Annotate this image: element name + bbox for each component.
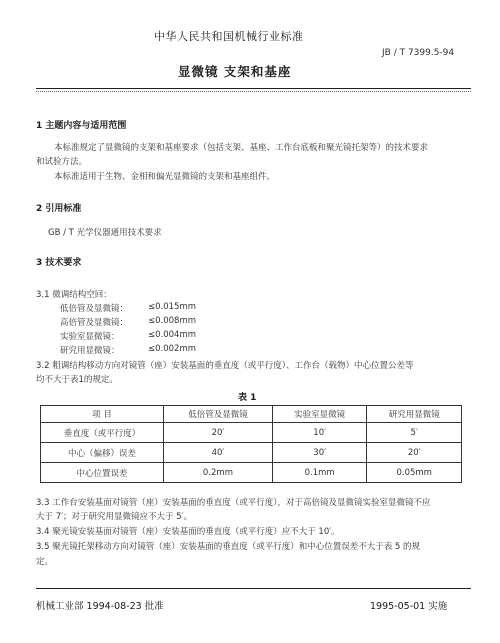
item-label: 实验室显微镜： — [60, 332, 120, 342]
header-rule — [36, 88, 471, 89]
section-1-paragraph: 和试验方法。 — [36, 157, 88, 167]
table-cell: 中心位置误差 — [41, 463, 164, 483]
item-label: 研究用显微镜： — [60, 346, 120, 356]
clause-3-2-cont: 均不大于表1的规定。 — [36, 375, 118, 385]
clause-3-5: 3.5 聚光镜托架移动方向对镜管（座）安装基面的垂直度（或平行度）和中心位置误差不大于表 5 的规 — [36, 542, 421, 552]
table-caption: 表 1 — [238, 393, 257, 403]
table-header-cell: 低倍管及显微镜 — [164, 406, 273, 423]
section-1-paragraph: 本标准规定了显微镜的支架和基座要求（包括支架、基座、工作台底板和聚光镜托架等）的技术要求 — [54, 143, 429, 153]
item-value: ≤0.002mm — [148, 344, 197, 354]
table-header-cell: 研究用显微镜 — [367, 406, 462, 423]
document-title: 显微镜 支架和基座 — [178, 64, 292, 79]
table-row — [41, 443, 462, 463]
section-1-heading: 1 主题内容与适用范围 — [36, 121, 127, 131]
section-2-paragraph: GB / T 光学仪器通用技术要求 — [48, 228, 162, 238]
table-cell: 5′ — [367, 423, 462, 443]
item-label: 低倍管及显微镜： — [60, 304, 129, 314]
table-cell: 0.05mm — [367, 463, 462, 483]
table-header-row — [41, 406, 462, 423]
table-cell: 40′ — [164, 443, 273, 463]
table-cell: 中心（偏移）误差 — [41, 443, 164, 463]
table-cell: 0.1mm — [272, 463, 367, 483]
table-header-cell: 项 目 — [41, 406, 164, 423]
approval-date: 机械工业部 1994-08-23 批准 — [36, 601, 164, 612]
org-title: 中华人民共和国机械行业标准 — [154, 30, 304, 43]
clause-3-3: 3.3 工作台安装基面对镜管（座）安装基面的垂直度（或平行度），对于高倍镜及显微镜实验室显微镜不应 — [36, 498, 431, 508]
clause-3-5-cont: 定。 — [36, 557, 54, 567]
item-value: ≤0.015mm — [148, 302, 197, 312]
table-cell: 20′ — [367, 443, 462, 463]
clause-3-3-cont: 大于 7′；对于研究用显微镜应不大于 5′。 — [36, 512, 193, 522]
clause-3-1: 3.1 微调结构空回： — [36, 290, 112, 300]
table-cell: 30′ — [272, 443, 367, 463]
section-2-heading: 2 引用标准 — [36, 204, 82, 214]
section-1-paragraph: 本标准适用于生物、金相和偏光显微镜的支架和基座组件。 — [54, 172, 276, 182]
item-value: ≤0.008mm — [148, 316, 197, 326]
item-label: 高倍管及显微镜： — [60, 318, 129, 328]
header-rule-dotted — [36, 91, 471, 92]
spec-table — [40, 405, 462, 483]
table-cell: 10′ — [272, 423, 367, 443]
item-value: ≤0.004mm — [148, 330, 197, 340]
table-cell: 0.2mm — [164, 463, 273, 483]
table-header-cell: 实验室显微镜 — [272, 406, 367, 423]
table-row — [41, 463, 462, 483]
clause-3-4: 3.4 聚光镜安装基面对镜管（座）安装基面的垂直度（或平行度）应不大于 10′。 — [36, 527, 340, 537]
table-row — [41, 423, 462, 443]
implementation-date: 1995-05-01 实施 — [370, 601, 448, 612]
section-3-heading: 3 技术要求 — [36, 258, 82, 268]
footer-rule — [36, 588, 471, 589]
clause-3-2: 3.2 粗调结构移动方向对镜管（座）安装基面的垂直度（或平行度）、工作台（载物）中心位置公差等 — [36, 361, 414, 371]
standard-number: JB / T 7399.5-94 — [382, 48, 455, 58]
table-cell: 20′ — [164, 423, 273, 443]
table-cell: 垂直度（或平行度） — [41, 423, 164, 443]
